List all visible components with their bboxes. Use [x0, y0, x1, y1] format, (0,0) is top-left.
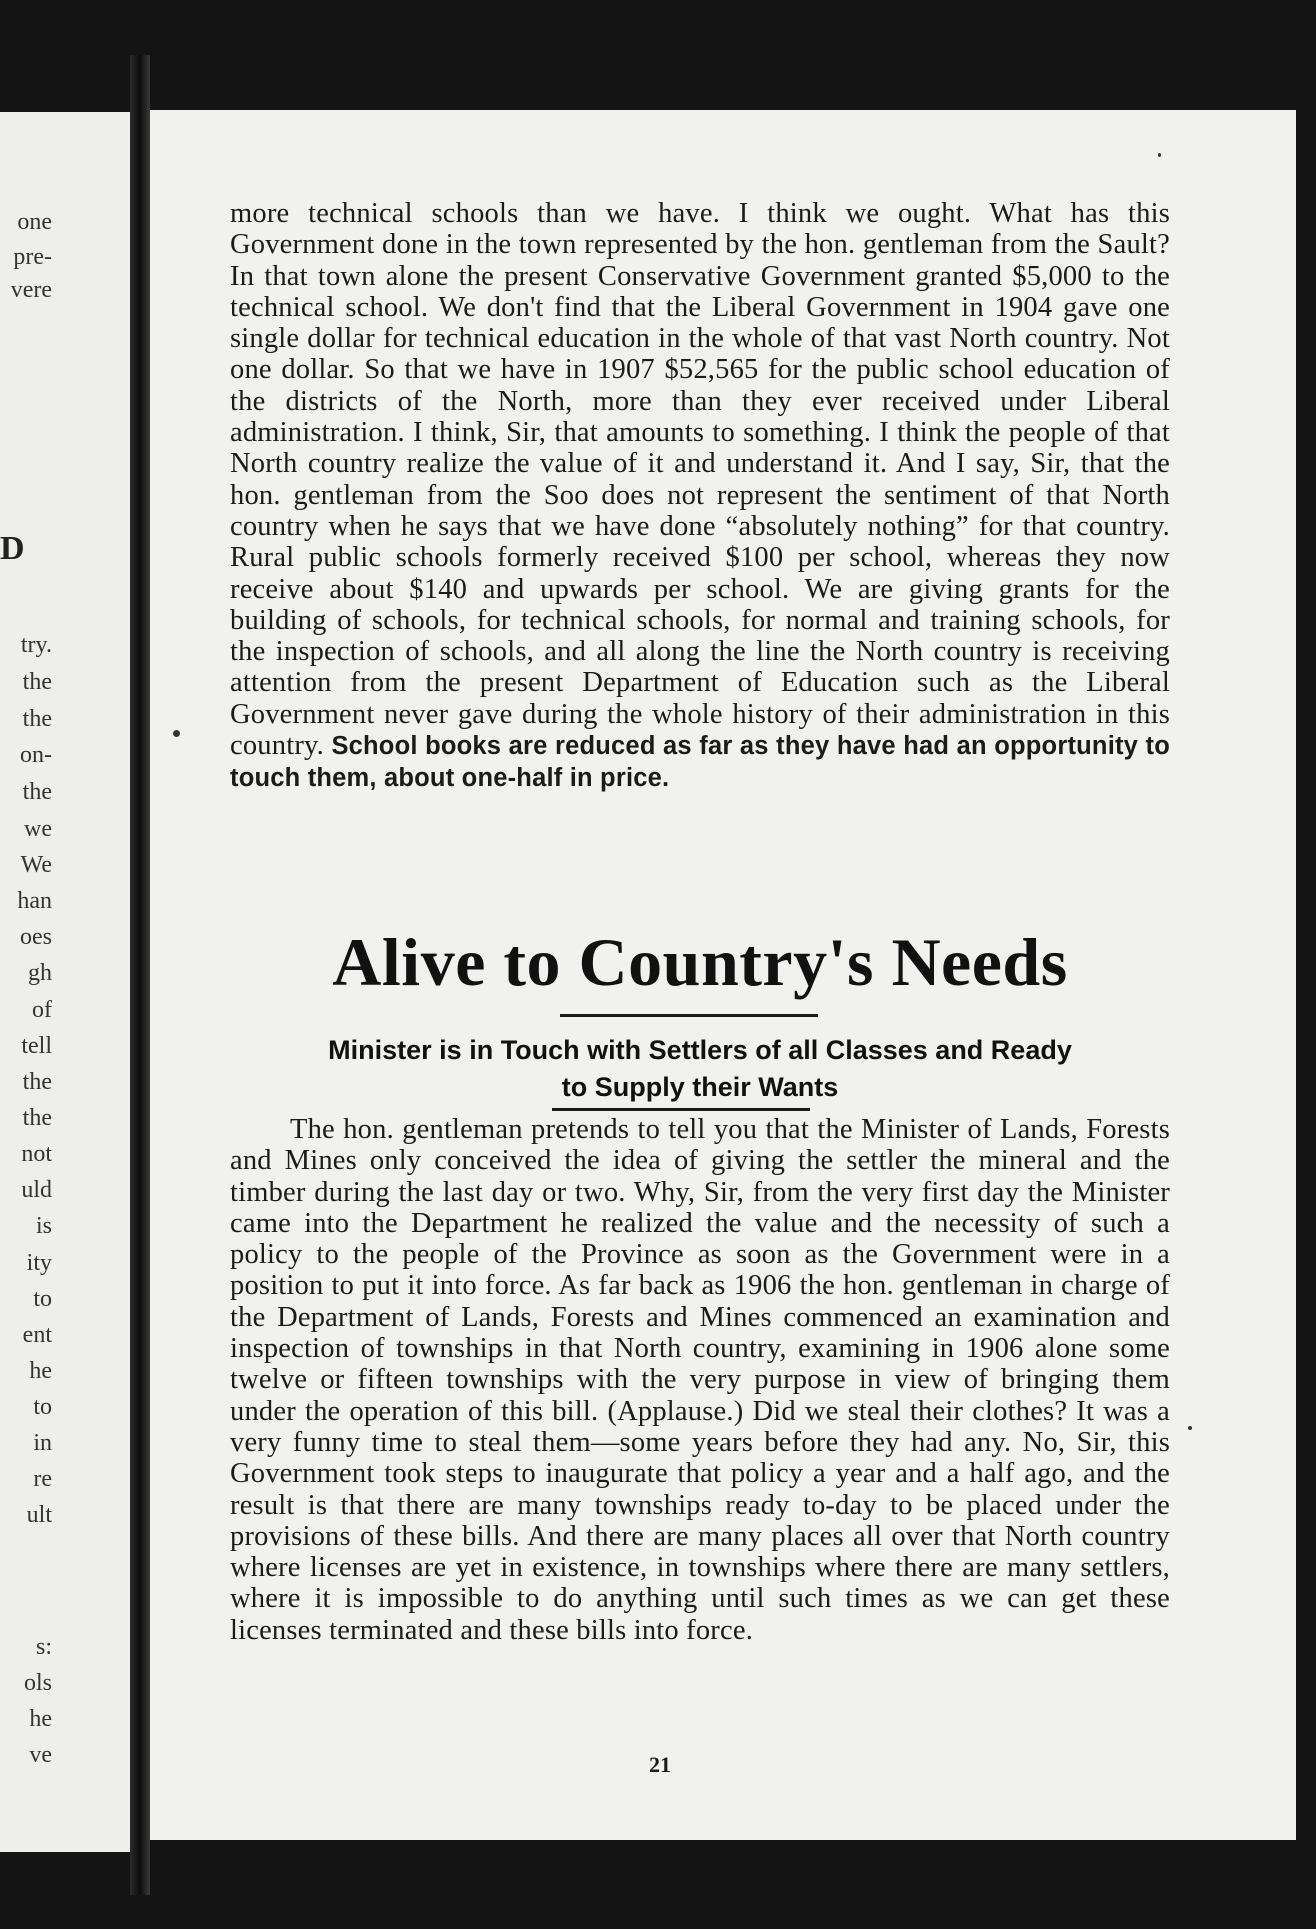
left-margin-fragment: ols [23, 1670, 52, 1696]
left-margin-fragment: the [22, 779, 52, 805]
margin-dot [173, 730, 180, 737]
left-margin-fragment: we [24, 816, 52, 842]
left-margin-fragment: to [33, 1394, 52, 1420]
left-margin-fragment: to [33, 1286, 52, 1312]
left-margin-fragment: of [32, 997, 52, 1023]
left-margin-fragment: the [22, 1105, 52, 1131]
subheadline-line-1: Minister is in Touch with Settlers of all Classes and Ready [328, 1035, 1072, 1065]
left-margin-bold-fragment: D [0, 530, 25, 567]
left-margin-fragment: oes [20, 924, 52, 950]
left-facing-page [0, 112, 130, 1852]
left-margin-fragment: ent [22, 1322, 52, 1348]
left-margin-fragment: s: [35, 1634, 52, 1660]
paragraph-2-text: The hon. gentleman pretends to tell you that the Minister of Lands, Forests and Mines only conceived the idea of giving the settler the mineral and the timber during the last day or two. Why, Sir, from the very first day the Minister came into the Department he realized the value and the necessity of such a policy to the people of the Province as soon as the Government were in a position to put it into force. As far back as 1906 the hon. gentleman in charge of the Department of Lands, Forests and Mines commenced an examination and inspection of townships in that North country, examining in 1906 alone some twelve or fifteen townships with the very purpose in view of bringing them under the operation of this bill. (Applause.) Did we steal their clothes? It was a very funny time to steal them—some years before they had any. No, Sir, this Government took steps to inaugurate that policy a year and a half ago, and the result is that there are many townships ready to-day to be placed under the provisions of these bills. And there are many places all over that North country where licenses are yet in existence, in townships where there are many settlers, where it is impossible to do anything until such times as we can get these licenses terminated and these bills into force. [230, 1114, 1170, 1646]
left-margin-fragment: han [17, 888, 52, 914]
left-margin-fragment: he [29, 1706, 52, 1732]
headline: Alive to Country's Needs [332, 924, 1068, 1000]
left-margin-fragment: ve [29, 1742, 52, 1768]
left-margin-fragment: on- [20, 742, 52, 768]
left-margin-fragment: one [17, 209, 52, 235]
paragraph-1 [230, 198, 1170, 795]
subheadline-rule [552, 1108, 810, 1111]
headline-rule [560, 1014, 818, 1017]
paper-speck [1188, 1426, 1192, 1430]
book-gutter [130, 55, 150, 1895]
left-margin-fragment: re [33, 1466, 52, 1492]
left-margin-fragment: gh [28, 960, 52, 986]
left-margin-fragment: is [35, 1213, 52, 1239]
left-margin-fragment: pre- [13, 244, 52, 270]
left-margin-fragment: ity [26, 1250, 52, 1276]
left-margin-fragment: the [22, 1069, 52, 1095]
left-margin-fragment: tell [21, 1033, 52, 1059]
left-margin-fragment: he [29, 1358, 52, 1384]
left-margin-fragment: uld [21, 1177, 52, 1203]
subheadline-line-2: to Supply their Wants [561, 1072, 839, 1102]
subheadline [210, 1032, 1190, 1106]
paper-speck [1158, 153, 1161, 157]
paragraph-2 [230, 1114, 1170, 1646]
left-margin-fragment: the [22, 706, 52, 732]
left-margin-fragment: not [21, 1141, 52, 1167]
left-margin-fragment: ult [26, 1502, 52, 1528]
left-margin-fragment: vere [10, 277, 52, 303]
left-margin-fragment: try. [20, 632, 52, 658]
left-margin-fragment: the [22, 669, 52, 695]
paragraph-1-bold-text: School books are reduced as far as they have had an opportunity to touch them, about one-half in price. [230, 732, 1170, 793]
page-number: 21 [649, 1752, 671, 1777]
left-margin-fragment: in [33, 1430, 52, 1456]
paragraph-1-text: more technical schools than we have. I think we ought. What has this Government done in the town represented by the hon. gentleman from the Sault? In that town alone the present Conservative Government granted $5,000 to the technical school. We don't find that the Liberal Government in 1904 gave one single dollar for technical education in the whole of that vast North country. Not one dollar. So that we have in 1907 $52,565 for the public school education of the districts of the North, more than they ever received under Liberal administration. I think, Sir, that amounts to something. I think the people of that North country realize the value of it and understand it. And I say, Sir, that the hon. gentleman from the Soo does not represent the sentiment of that North country when he says that we have done “absolutely nothing” for that country. Rural public schools formerly received $100 per school, whereas they now receive about $140 and upwards per school. We are giving grants for the building of schools, for technical schools, for normal and training schools, for the inspection of schools, and all along the line the North country is receiving attention from the present Department of Education such as the Liberal Government never gave during the whole history of their administration in this country. [230, 198, 1170, 762]
left-margin-fragment: We [20, 852, 52, 878]
